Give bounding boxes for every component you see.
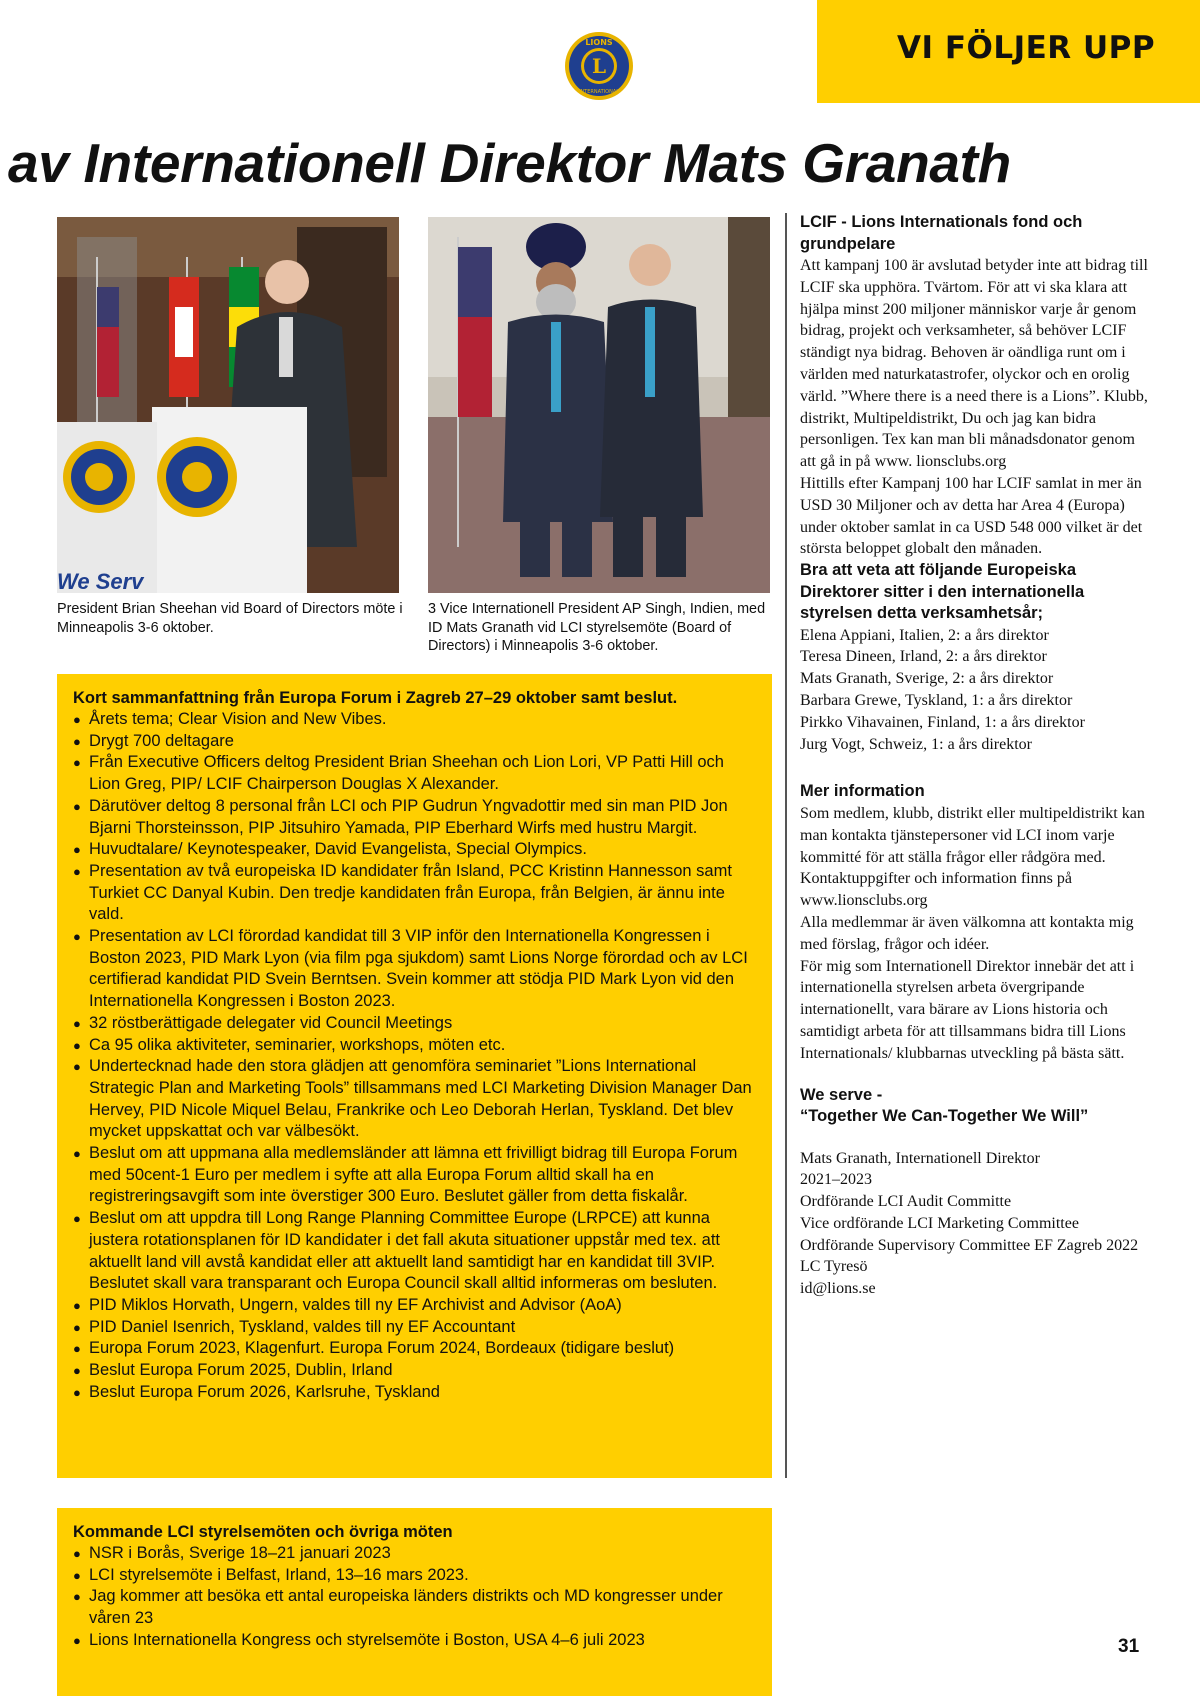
list-item: ● Presentation av två europeiska ID kandidater från Island, PCC Kristinn Hannesson samt Turkiet CC Danyal Kubin. Den tredje kandidaten från Europa, från Belgien, är ännu inte vald. <box>73 861 758 926</box>
list-item: ● Lions Internationella Kongress och styrelsemöte i Boston, USA 4–6 juli 2023 <box>73 1630 758 1652</box>
list-item: ● PID Miklos Horvath, Ungern, valdes till ny EF Archivist and Advisor (AoA) <box>73 1295 758 1317</box>
signature-line: Ordförande Supervisory Committee EF Zagreb 2022 <box>800 1236 1139 1254</box>
list-item: Barbara Grewe, Tyskland, 1: a års direktor <box>800 692 1073 710</box>
forum-summary-box <box>57 674 772 1478</box>
list-item: Pirkko Vihavainen, Finland, 1: a års direktor <box>800 713 1085 731</box>
signature-line: 2021–2023 <box>800 1171 872 1189</box>
list-item: ● NSR i Borås, Sverige 18–21 januari 2023 <box>73 1543 758 1565</box>
lcif-heading: LCIF - Lions Internationals fond och grundpelare <box>800 213 1083 253</box>
logo-top-text: LIONS <box>585 38 613 47</box>
right-column <box>800 212 1152 1300</box>
list-item: Elena Appiani, Italien, 2: a års direktor <box>800 626 1049 644</box>
list-item: ● Europa Forum 2023, Klagenfurt. Europa Forum 2024, Bordeaux (tidigare beslut) <box>73 1338 758 1360</box>
photo-banner-text: We Serv <box>57 569 144 593</box>
list-item: ● Jag kommer att besöka ett antal europeiska länders distrikts och MD kongresser under våren 23 <box>73 1586 758 1629</box>
column-divider <box>785 213 787 1478</box>
lions-logo <box>563 30 635 102</box>
photo-caption-2: 3 Vice Internationell President AP Singh, Indien, med ID Mats Granath vid LCI styrelsemöte (Board of Directors) i Minneapolis 3-6 oktober. <box>428 601 766 654</box>
signature-line: Ordförande LCI Audit Committe <box>800 1193 1012 1211</box>
signature-line: LC Tyresö <box>800 1258 868 1276</box>
list-item: ● Ca 95 olika aktiviteter, seminarier, workshops, möten etc. <box>73 1035 758 1057</box>
directors-list <box>800 625 1152 756</box>
list-item: ● Huvudtalare/ Keynotespeaker, David Evangelista, Special Olympics. <box>73 839 758 861</box>
list-item: ● Undertecknad hade den stora glädjen att genomföra seminariet ”Lions International Strategic Plan and Marketing Tools” tillsammans med LCI Marketing Division Manager Dan Hervey, PID Nicole Miquel Belau, Frankrike och Leo Deborah Herlan, Tyskland. Det blev mycket uppskattat och var välbesökt. <box>73 1056 758 1143</box>
section-label: VI FÖLJER UPP <box>897 30 1156 66</box>
directors-heading: Bra att veta att följande Europeiska Direktorer sitter i den internationella styrelsen detta verksamhetsår; <box>800 561 1085 623</box>
forum-summary-title: Kort sammanfattning från Europa Forum i Zagreb 27–29 oktober samt beslut. <box>73 689 678 707</box>
page-headline: av Internationell Direktor Mats Granath <box>8 132 1011 194</box>
list-item: ● PID Daniel Isenrich, Tyskland, valdes till ny EF Accountant <box>73 1317 758 1339</box>
photo-vip-and-director <box>428 217 770 593</box>
list-item: ● Beslut om att uppdra till Long Range Planning Committee Europe (LRPCE) att kunna justera rotationsplanen för ID kandidater i det fall akuta situationer uppstår med tex. att aktuellt land vill avstå kandidat eller att aktuellt land samtidigt har en kandidat till 3VIP. Beslutet skall vara transparant och Europa Council skall alltid informeras om besluten. <box>73 1208 758 1295</box>
list-item: Mats Granath, Sverige, 2: a års direktor <box>800 670 1054 688</box>
list-item: ● Beslut Europa Forum 2026, Karlsruhe, Tyskland <box>73 1382 758 1404</box>
list-item: ● Presentation av LCI förordad kandidat till 3 VIP inför den Internationella Kongressen i Boston 2023, PID Mark Lyon (via film pga sjukdom) samt Lions Norge förordad och av LCI certifierad kandidat PID Svein Berntsen. Svein kommer att stödja PID Mark Lyon vid den Internationella Kongressen i Boston 2023. <box>73 926 758 1013</box>
list-item: ● 32 röstberättigade delegater vid Council Meetings <box>73 1013 758 1035</box>
list-item: ● Därutöver deltog 8 personal från LCI och PIP Gudrun Yngvadottir med sin man PID Jon Bjarni Thorsteinsson, PIP Jitsuhiro Yamada, PIP Eberhard Wirfs med hustru Margit. <box>73 796 758 839</box>
signature-email: id@lions.se <box>800 1280 876 1298</box>
motto-line-1: We serve - <box>800 1085 883 1104</box>
signature-line: Mats Granath, Internationell Direktor <box>800 1149 1040 1167</box>
signature-line: Vice ordförande LCI Marketing Committee <box>800 1214 1079 1232</box>
upcoming-meetings-list <box>73 1543 758 1652</box>
upcoming-meetings-title: Kommande LCI styrelsemöten och övriga möten <box>73 1523 453 1541</box>
list-item: ● LCI styrelsemöte i Belfast, Irland, 13–16 mars 2023. <box>73 1565 758 1587</box>
logo-bottom-text: INTERNATIONAL <box>578 89 620 95</box>
list-item: ● Från Executive Officers deltog President Brian Sheehan och Lion Lori, VP Patti Hill och Lion Greg, PIP/ LCIF Chairperson Douglas X Alexander. <box>73 752 758 795</box>
more-info-body: Som medlem, klubb, distrikt eller multipeldistrikt kan man kontakta tjänstepersoner vid LCI inom varje kommitté för att ställa frågor eller rådgöra med. Kontaktuppgifter och information finns på www.lionsclubs.org Alla medlemmar är även välkomna att kontakta mig med förslag, frågor och idéer. För mig som Internationell Direktor innebär det att i internationella styrelsen arbeta övergripande internationellt, vara bärare av Lions historia och samtidigt arbeta för att tillsammans bidra till Lions Internationals/ klubbarnas utveckling på bästa sätt. <box>800 804 1145 1062</box>
page-number: 31 <box>1118 1636 1140 1657</box>
forum-summary-list <box>73 709 758 1404</box>
list-item: Teresa Dineen, Irland, 2: a års direktor <box>800 648 1047 666</box>
list-item: ● Drygt 700 deltagare <box>73 731 758 753</box>
motto-line-2: “Together We Can-Together We Will” <box>800 1107 1089 1125</box>
list-item: ● Beslut om att uppmana alla medlemsländer att lämna ett frivilligt bidrag till Europa Forum med 50cent-1 Euro per medlem i syfte att alla Europa Forum alltid skall ha en registreringsavgift som inte överstiger 300 Euro. Beslutet gäller from detta fiskalår. <box>73 1143 758 1208</box>
list-item: ● Beslut Europa Forum 2025, Dublin, Irland <box>73 1360 758 1382</box>
logo-letter: L <box>591 54 607 78</box>
more-info-heading: Mer information <box>800 782 925 801</box>
photo-president-podium <box>57 217 399 593</box>
section-header-tab <box>817 0 1200 103</box>
lcif-body: Att kampanj 100 är avslutad betyder inte att bidrag till LCIF ska upphöra. Tvärtom. För att vi ska klara att hjälpa minst 200 miljoner människor varje år genom bidrag, projekt och verksamheter, så behöver LCIF ständigt nya bidrag. Behoven är oändliga runt om i världen med naturkatastrofer, olyckor och en orolig värld. ”Where there is a need there is a Lions”. Klubb, distrikt, Multipeldistrikt, Du och jag kan bidra personligen. Tex kan man bli månadsdonator genom att gå in på www. lionsclubs.org Hittills efter Kampanj 100 har LCIF samlat in mer än USD 30 Miljoner och av detta har Area 4 (Europa) under oktober samlat in ca USD 548 000 vilket är det största beloppet globalt den månaden. <box>800 257 1148 558</box>
list-item: ● Årets tema; Clear Vision and New Vibes. <box>73 709 758 731</box>
list-item: Jurg Vogt, Schweiz, 1: a års direktor <box>800 735 1032 753</box>
upcoming-meetings-box <box>57 1508 772 1696</box>
photo-caption-1: President Brian Sheehan vid Board of Directors möte i Minneapolis 3-6 oktober. <box>57 601 403 636</box>
signature-block <box>800 1148 1152 1301</box>
